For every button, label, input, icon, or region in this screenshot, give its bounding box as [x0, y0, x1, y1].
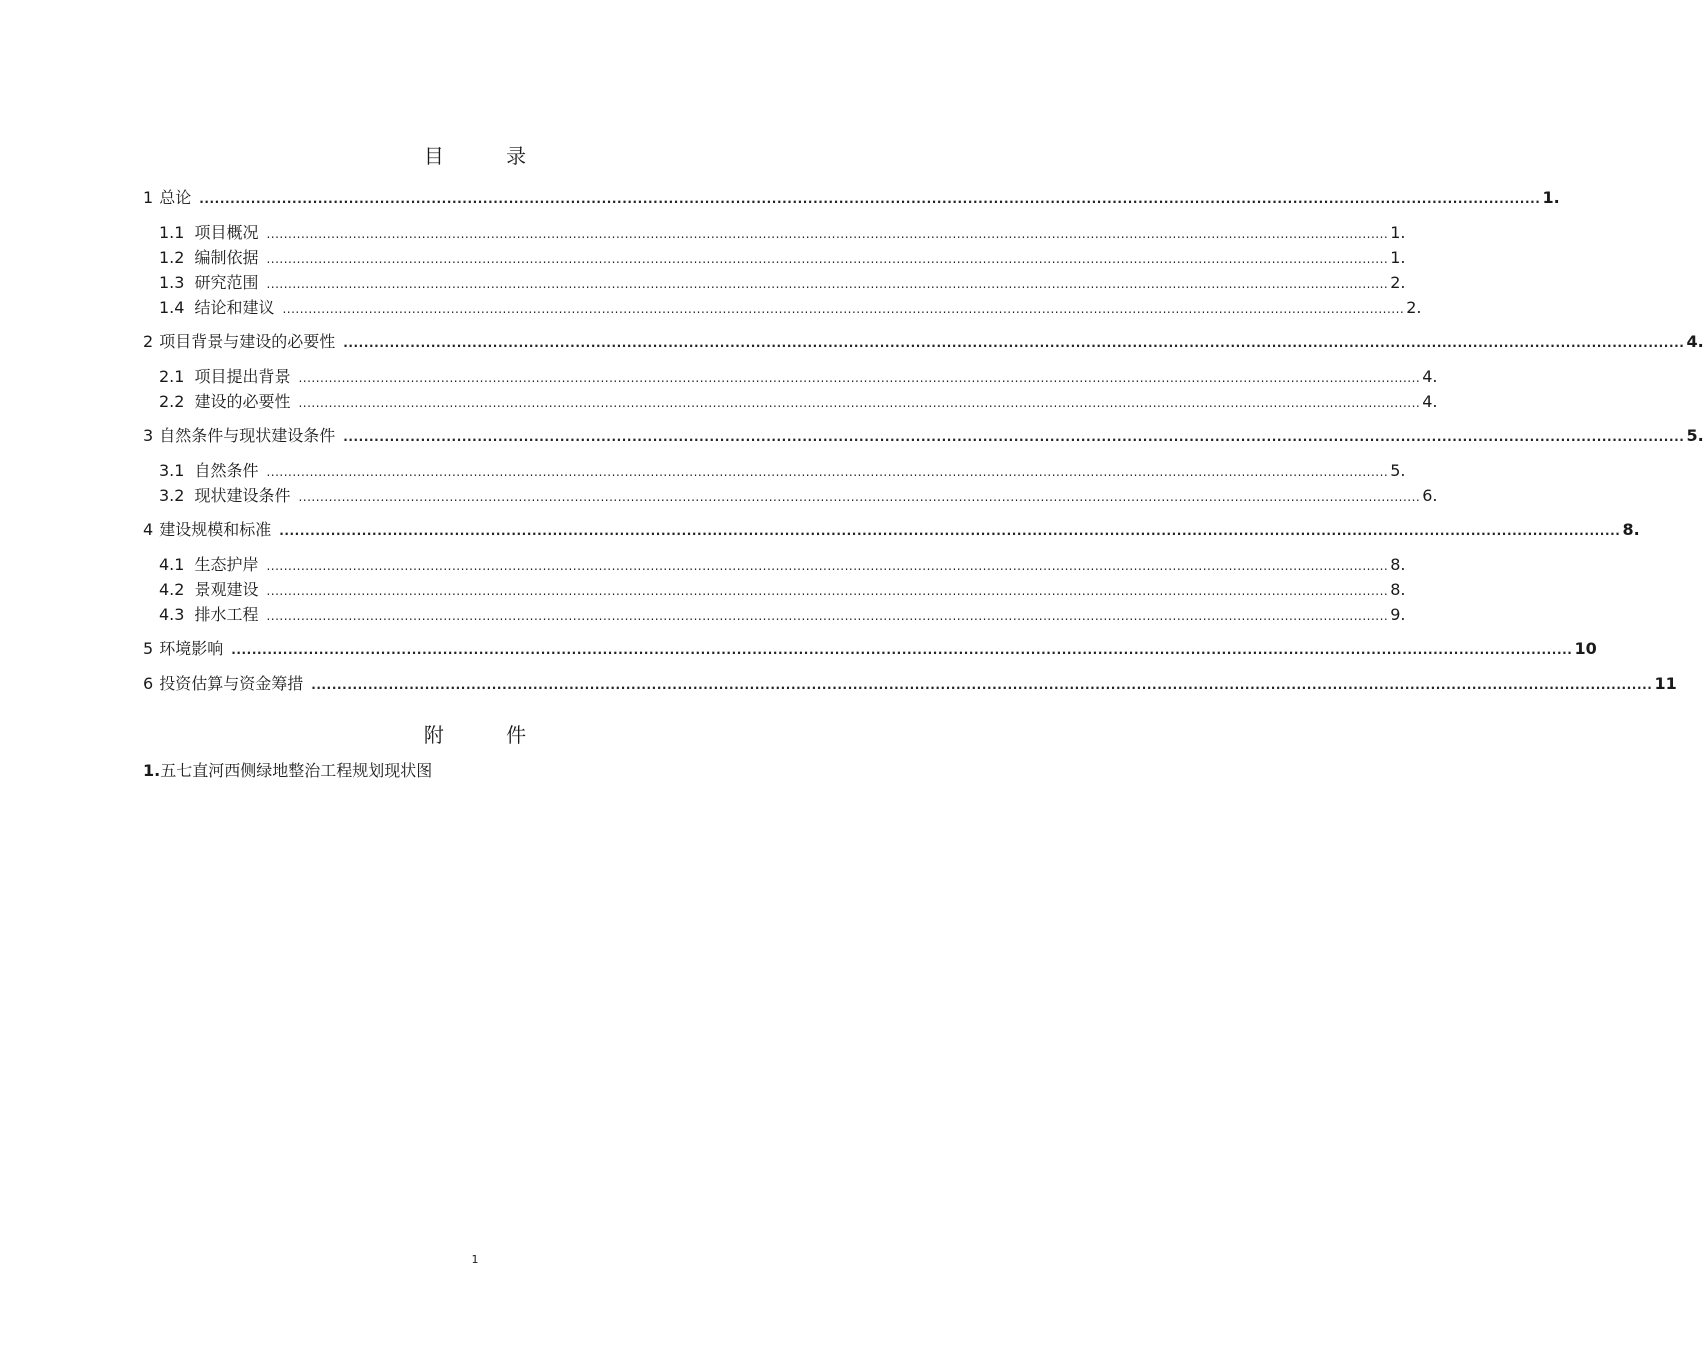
- toc-entry-number: 4.3: [159, 605, 185, 624]
- toc-entry-number: 6: [143, 674, 154, 693]
- toc-chapter-entry[interactable]: [143, 638, 1597, 660]
- toc-entry-number: 2.2: [159, 392, 185, 411]
- toc-chapter-entry[interactable]: [143, 673, 1677, 695]
- toc-dot-leader: ....................................................................................................................................................................................................................................................................: [231, 643, 1573, 657]
- toc-entry-page: 11: [1654, 674, 1677, 693]
- attachment-item: [143, 760, 432, 782]
- toc-entry-title: 自然条件与现状建设条件: [159, 426, 336, 445]
- toc-dot-leader: ....................................................................................................................................................................................................................................................................: [266, 277, 1389, 291]
- toc-chapter-entry[interactable]: [143, 187, 1560, 209]
- toc-entry-number: 3.1: [159, 461, 185, 480]
- toc-entry-number: 1.2: [159, 248, 185, 267]
- page-number: 1: [471, 1253, 479, 1266]
- toc-entry-title: 现状建设条件: [194, 486, 291, 505]
- toc-section-entry[interactable]: [159, 297, 1422, 319]
- toc-entry-number: 4: [143, 520, 154, 539]
- toc-dot-leader: ....................................................................................................................................................................................................................................................................: [266, 609, 1389, 623]
- toc-section-entry[interactable]: [159, 460, 1406, 482]
- toc-entry-title: 环境影响: [159, 639, 224, 658]
- toc-entry-title: 结论和建议: [194, 298, 275, 317]
- toc-entry-page: 10: [1574, 639, 1597, 658]
- toc-entry-number: 4.1: [159, 555, 185, 574]
- toc-section-entry[interactable]: [159, 222, 1406, 244]
- toc-entry-title: 总论: [159, 188, 192, 207]
- toc-entry-page: 5.: [1390, 461, 1406, 480]
- toc-entry-title: 自然条件: [194, 461, 259, 480]
- toc-section-entry[interactable]: [159, 272, 1406, 294]
- toc-dot-leader: ....................................................................................................................................................................................................................................................................: [298, 371, 1421, 385]
- toc-entry-page: 1.: [1542, 188, 1560, 207]
- toc-dot-leader: ....................................................................................................................................................................................................................................................................: [298, 396, 1421, 410]
- toc-entry-page: 4.: [1422, 392, 1438, 411]
- toc-entry-page: 6.: [1422, 486, 1438, 505]
- toc-entry-page: 1.: [1390, 223, 1406, 242]
- toc-dot-leader: ....................................................................................................................................................................................................................................................................: [266, 559, 1389, 573]
- toc-chapter-entry[interactable]: [143, 331, 1704, 353]
- toc-entry-number: 2.1: [159, 367, 185, 386]
- toc-entry-title: 排水工程: [194, 605, 259, 624]
- toc-section-entry[interactable]: [159, 366, 1438, 388]
- toc-chapter-entry[interactable]: [143, 425, 1704, 447]
- toc-dot-leader: ....................................................................................................................................................................................................................................................................: [298, 490, 1421, 504]
- toc-entry-page: 2.: [1390, 273, 1406, 292]
- toc-heading: 目 录: [423, 144, 555, 168]
- toc-chapter-entry[interactable]: [143, 519, 1640, 541]
- toc-section-entry[interactable]: [159, 391, 1438, 413]
- toc-entry-number: 1.1: [159, 223, 185, 242]
- attachment-title: 五七直河西侧绿地整治工程规划现状图: [160, 761, 433, 780]
- toc-entry-title: 研究范围: [194, 273, 259, 292]
- toc-entry-page: 5.: [1686, 426, 1704, 445]
- toc-entry-number: 1: [143, 188, 154, 207]
- toc-entry-number: 3: [143, 426, 154, 445]
- toc-entry-title: 项目概况: [194, 223, 259, 242]
- toc-entry-page: 8.: [1390, 580, 1406, 599]
- toc-entry-number: 1.3: [159, 273, 185, 292]
- toc-entry-title: 投资估算与资金筹措: [159, 674, 304, 693]
- toc-dot-leader: ....................................................................................................................................................................................................................................................................: [266, 227, 1389, 241]
- attachment-number: 1.: [143, 761, 161, 780]
- toc-dot-leader: ....................................................................................................................................................................................................................................................................: [282, 302, 1405, 316]
- attachment-heading: 附 件: [423, 723, 555, 747]
- toc-entry-title: 景观建设: [194, 580, 259, 599]
- toc-dot-leader: ....................................................................................................................................................................................................................................................................: [266, 584, 1389, 598]
- toc-section-entry[interactable]: [159, 579, 1406, 601]
- toc-entry-number: 2: [143, 332, 154, 351]
- toc-section-entry[interactable]: [159, 554, 1406, 576]
- toc-entry-page: 2.: [1406, 298, 1422, 317]
- toc-entry-page: 4.: [1422, 367, 1438, 386]
- toc-dot-leader: ....................................................................................................................................................................................................................................................................: [279, 524, 1621, 538]
- toc-dot-leader: ....................................................................................................................................................................................................................................................................: [343, 430, 1685, 444]
- toc-dot-leader: ....................................................................................................................................................................................................................................................................: [311, 678, 1653, 692]
- toc-entry-page: 9.: [1390, 605, 1406, 624]
- toc-dot-leader: ....................................................................................................................................................................................................................................................................: [266, 465, 1389, 479]
- toc-section-entry[interactable]: [159, 604, 1406, 626]
- toc-entry-title: 建设的必要性: [194, 392, 291, 411]
- toc-entry-title: 生态护岸: [194, 555, 259, 574]
- toc-dot-leader: ....................................................................................................................................................................................................................................................................: [343, 336, 1685, 350]
- toc-entry-page: 4.: [1686, 332, 1704, 351]
- toc-entry-title: 建设规模和标准: [159, 520, 272, 539]
- toc-dot-leader: ....................................................................................................................................................................................................................................................................: [199, 192, 1541, 206]
- toc-entry-page: 8.: [1622, 520, 1640, 539]
- toc-entry-title: 编制依据: [194, 248, 259, 267]
- toc-entry-page: 8.: [1390, 555, 1406, 574]
- toc-section-entry[interactable]: [159, 247, 1406, 269]
- toc-dot-leader: ....................................................................................................................................................................................................................................................................: [266, 252, 1389, 266]
- toc-section-entry[interactable]: [159, 485, 1438, 507]
- toc-entry-title: 项目背景与建设的必要性: [159, 332, 336, 351]
- toc-entry-page: 1.: [1390, 248, 1406, 267]
- toc-entry-number: 1.4: [159, 298, 185, 317]
- toc-entry-number: 5: [143, 639, 154, 658]
- toc-entry-title: 项目提出背景: [194, 367, 291, 386]
- toc-entry-number: 4.2: [159, 580, 185, 599]
- toc-entry-number: 3.2: [159, 486, 185, 505]
